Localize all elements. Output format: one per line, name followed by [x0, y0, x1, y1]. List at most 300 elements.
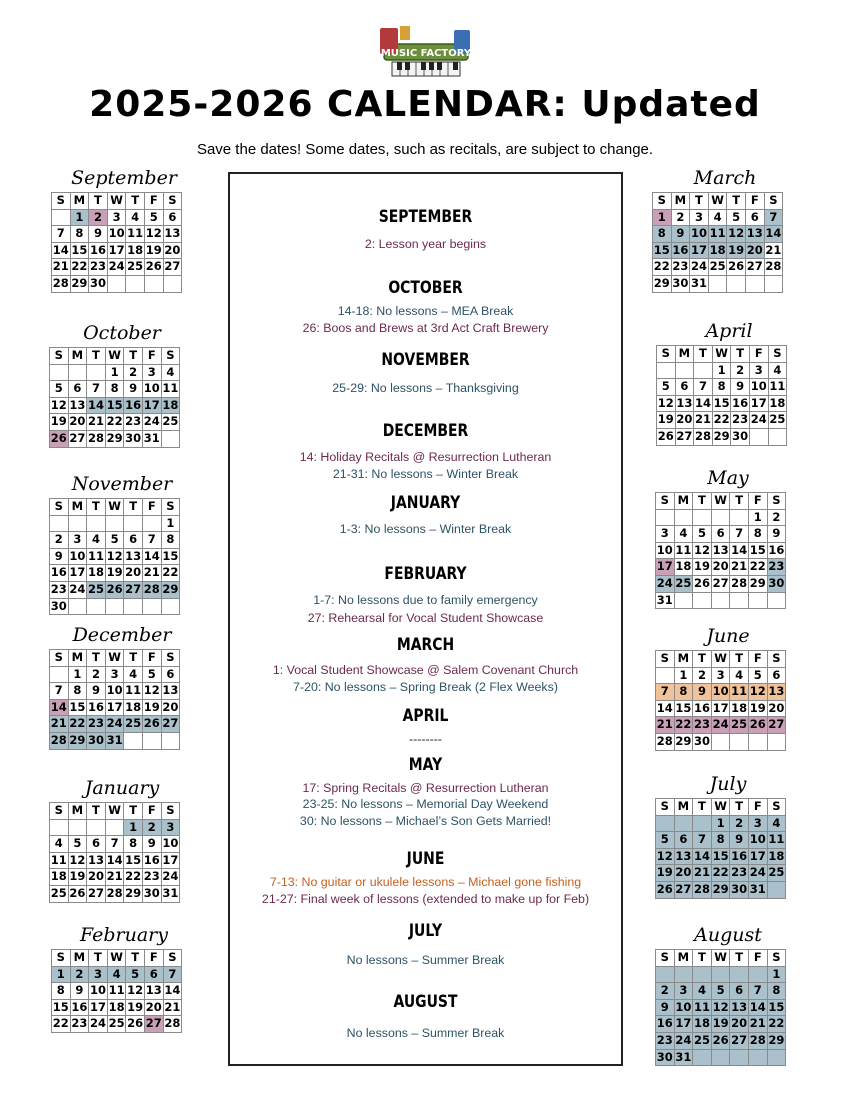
calendar-day: 20 — [730, 1016, 749, 1033]
calendar-day: 18 — [87, 565, 106, 582]
calendar-day: 9 — [70, 983, 89, 1000]
calendar-grid — [655, 492, 786, 609]
calendar-day: 30 — [731, 428, 750, 445]
calendar-empty-cell — [87, 598, 106, 615]
event-line: 14: Holiday Recitals @ Resurrection Lutheran — [299, 450, 552, 464]
event-heading-april: APRIL — [402, 706, 449, 726]
calendar-month-name: June — [706, 625, 750, 647]
calendar-day: 27 — [730, 1032, 749, 1049]
calendar-day: 8 — [712, 379, 731, 396]
calendar-day: 24 — [105, 716, 124, 733]
calendar-day: 27 — [87, 885, 106, 902]
calendar-empty-cell — [87, 819, 106, 836]
calendar-empty-cell — [730, 592, 749, 609]
calendar-day: 23 — [656, 1032, 675, 1049]
weekday-header: W — [711, 799, 730, 816]
calendar-day: 16 — [767, 542, 786, 559]
calendar-grid — [652, 192, 783, 293]
calendar-day: 12 — [144, 226, 163, 243]
calendar-day: 18 — [107, 999, 126, 1016]
calendar-empty-cell — [161, 430, 180, 447]
calendar-empty-cell — [767, 881, 786, 898]
calendar-day: 8 — [711, 832, 730, 849]
event-line: 1: Vocal Student Showcase @ Salem Covenant Church — [272, 663, 579, 677]
calendar-day: 15 — [712, 395, 731, 412]
calendar-empty-cell — [163, 275, 182, 292]
calendar-day: 6 — [767, 667, 786, 684]
calendar-day: 2 — [70, 966, 89, 983]
event-line: 1-3: No lessons – Winter Break — [339, 522, 512, 536]
calendar-day: 28 — [163, 1016, 182, 1033]
calendar-day: 2 — [731, 362, 750, 379]
calendar-empty-cell — [107, 275, 126, 292]
weekday-header: M — [68, 499, 87, 516]
weekday-header: S — [767, 799, 786, 816]
calendar-day: 10 — [711, 684, 730, 701]
calendar-april — [656, 317, 802, 446]
calendar-day: 5 — [68, 836, 87, 853]
calendar-day: 24 — [711, 717, 730, 734]
weekday-header: F — [748, 493, 767, 510]
calendar-day: 27 — [68, 430, 87, 447]
weekday-header: T — [730, 799, 749, 816]
calendar-day: 16 — [693, 700, 712, 717]
calendar-day: 15 — [674, 700, 693, 717]
event-heading-february: FEBRUARY — [384, 564, 467, 584]
event-heading-august: AUGUST — [393, 992, 458, 1012]
calendar-day: 18 — [674, 559, 693, 576]
calendar-empty-cell — [693, 592, 712, 609]
weekday-header: T — [89, 193, 108, 210]
calendar-empty-cell — [711, 966, 730, 983]
calendar-day: 18 — [161, 397, 180, 414]
calendar-day: 22 — [711, 865, 730, 882]
calendar-empty-cell — [694, 362, 713, 379]
weekday-header: W — [105, 803, 124, 820]
weekday-header: S — [767, 493, 786, 510]
calendar-day: 25 — [87, 581, 106, 598]
calendar-day: 20 — [144, 999, 163, 1016]
weekday-header: W — [107, 193, 126, 210]
calendar-day: 8 — [124, 836, 143, 853]
calendar-empty-cell — [161, 598, 180, 615]
calendar-day: 2 — [693, 667, 712, 684]
calendar-empty-cell — [749, 428, 768, 445]
calendar-grid — [655, 949, 786, 1066]
calendar-day: 16 — [730, 848, 749, 865]
calendar-day: 11 — [767, 832, 786, 849]
calendar-day: 7 — [105, 836, 124, 853]
calendar-empty-cell — [730, 966, 749, 983]
calendar-empty-cell — [656, 815, 675, 832]
calendar-day: 28 — [656, 733, 675, 750]
calendar-month-name: November — [71, 473, 173, 495]
calendar-day: 21 — [748, 1016, 767, 1033]
calendar-empty-cell — [161, 732, 180, 749]
calendar-day: 26 — [727, 259, 746, 276]
calendar-day: 13 — [87, 852, 106, 869]
calendar-day: 23 — [124, 414, 143, 431]
calendar-day: 11 — [161, 381, 180, 398]
calendar-empty-cell — [124, 598, 143, 615]
calendar-june — [655, 622, 801, 751]
calendar-day: 23 — [671, 259, 690, 276]
calendar-day: 5 — [748, 667, 767, 684]
weekday-header: S — [657, 346, 676, 363]
weekday-header: M — [674, 799, 693, 816]
calendar-day: 12 — [68, 852, 87, 869]
weekday-header: T — [727, 193, 746, 210]
calendar-day: 2 — [671, 209, 690, 226]
calendar-day: 21 — [50, 716, 69, 733]
calendar-day: 3 — [674, 983, 693, 1000]
calendar-november — [49, 470, 195, 615]
calendar-day: 28 — [87, 430, 106, 447]
calendar-day: 30 — [142, 885, 161, 902]
weekday-header: F — [142, 803, 161, 820]
event-heading-september: SEPTEMBER — [378, 207, 473, 227]
calendar-empty-cell — [693, 815, 712, 832]
calendar-day: 1 — [653, 209, 672, 226]
calendar-day: 9 — [87, 683, 106, 700]
calendar-day: 30 — [671, 275, 690, 292]
calendar-month-name: February — [79, 924, 168, 946]
weekday-header: T — [89, 950, 108, 967]
calendar-day: 29 — [712, 428, 731, 445]
event-line: 25-29: No lessons – Thanksgiving — [332, 381, 519, 395]
calendar-day: 13 — [675, 395, 694, 412]
calendar-day: 25 — [126, 259, 145, 276]
weekday-header: F — [748, 950, 767, 967]
event-heading-march: MARCH — [396, 635, 455, 655]
weekday-header: T — [126, 950, 145, 967]
weekday-header: F — [748, 651, 767, 668]
calendar-day: 11 — [708, 226, 727, 243]
calendar-day: 27 — [144, 1016, 163, 1033]
calendar-day: 14 — [142, 548, 161, 565]
calendar-day: 5 — [142, 666, 161, 683]
calendar-day: 29 — [161, 581, 180, 598]
calendar-day: 13 — [745, 226, 764, 243]
calendar-month-name: March — [693, 167, 757, 189]
calendar-day: 3 — [748, 815, 767, 832]
calendar-day: 23 — [70, 1016, 89, 1033]
calendar-day: 2 — [89, 209, 108, 226]
calendar-empty-cell — [693, 966, 712, 983]
calendar-day: 1 — [161, 515, 180, 532]
calendar-day: 2 — [87, 666, 106, 683]
calendar-day: 14 — [50, 699, 69, 716]
calendar-day: 1 — [674, 667, 693, 684]
calendar-day: 14 — [105, 852, 124, 869]
calendar-day: 8 — [68, 683, 87, 700]
calendar-day: 11 — [50, 852, 69, 869]
calendar-day: 24 — [89, 1016, 108, 1033]
event-heading-july: JULY — [408, 921, 443, 941]
weekday-header: W — [708, 193, 727, 210]
calendar-month-name: October — [83, 322, 161, 344]
weekday-header: T — [730, 950, 749, 967]
calendar-day: 26 — [105, 581, 124, 598]
calendar-day: 4 — [87, 532, 106, 549]
calendar-day: 4 — [50, 836, 69, 853]
event-line: 14-18: No lessons – MEA Break — [337, 304, 514, 318]
calendar-day: 11 — [124, 683, 143, 700]
calendar-day: 30 — [767, 575, 786, 592]
weekday-header: T — [87, 803, 106, 820]
calendar-empty-cell — [764, 275, 783, 292]
calendar-empty-cell — [124, 515, 143, 532]
calendar-day: 24 — [690, 259, 709, 276]
calendar-day: 6 — [144, 966, 163, 983]
calendar-day: 18 — [708, 242, 727, 259]
calendar-day: 10 — [68, 548, 87, 565]
weekday-header: S — [656, 651, 675, 668]
calendar-day: 15 — [105, 397, 124, 414]
calendar-day: 10 — [674, 999, 693, 1016]
calendar-day: 27 — [161, 716, 180, 733]
calendar-day: 6 — [68, 381, 87, 398]
calendar-day: 21 — [163, 999, 182, 1016]
calendar-day: 22 — [68, 716, 87, 733]
calendar-day: 14 — [656, 700, 675, 717]
calendar-day: 8 — [161, 532, 180, 549]
calendar-day: 8 — [653, 226, 672, 243]
weekday-header: W — [711, 493, 730, 510]
calendar-day: 2 — [124, 364, 143, 381]
calendar-day: 14 — [748, 999, 767, 1016]
event-line: 7-13: No guitar or ukulele lessons – Michael gone fishing — [269, 875, 582, 889]
calendar-day: 9 — [656, 999, 675, 1016]
calendar-day: 8 — [70, 226, 89, 243]
calendar-day: 20 — [711, 559, 730, 576]
calendar-day: 27 — [745, 259, 764, 276]
weekday-header: S — [50, 348, 69, 365]
calendar-day: 10 — [161, 836, 180, 853]
calendar-day: 14 — [693, 848, 712, 865]
calendar-day: 16 — [89, 242, 108, 259]
event-line: 17: Spring Recitals @ Resurrection Lutheran — [302, 781, 549, 795]
calendar-day: 4 — [708, 209, 727, 226]
weekday-header: M — [671, 193, 690, 210]
calendar-day: 24 — [161, 869, 180, 886]
calendar-grid — [655, 650, 786, 751]
calendar-day: 23 — [767, 559, 786, 576]
calendar-day: 7 — [694, 379, 713, 396]
calendar-day: 31 — [161, 885, 180, 902]
calendar-day: 17 — [656, 559, 675, 576]
calendar-day: 21 — [764, 242, 783, 259]
calendar-day: 17 — [107, 242, 126, 259]
calendar-day: 30 — [693, 733, 712, 750]
calendar-day: 17 — [711, 700, 730, 717]
calendar-day: 3 — [749, 362, 768, 379]
calendar-day: 7 — [693, 832, 712, 849]
calendar-day: 7 — [142, 532, 161, 549]
weekday-header: W — [105, 499, 124, 516]
weekday-header: S — [161, 348, 180, 365]
calendar-day: 28 — [693, 881, 712, 898]
calendar-day: 20 — [674, 865, 693, 882]
calendar-day: 9 — [731, 379, 750, 396]
event-heading-december: DECEMBER — [382, 421, 469, 441]
calendar-day: 21 — [694, 412, 713, 429]
calendar-day: 26 — [126, 1016, 145, 1033]
calendar-day: 29 — [674, 733, 693, 750]
weekday-header: T — [87, 348, 106, 365]
calendar-day: 21 — [87, 414, 106, 431]
calendar-day: 26 — [693, 575, 712, 592]
calendar-day: 18 — [693, 1016, 712, 1033]
calendar-empty-cell — [711, 733, 730, 750]
calendar-empty-cell — [711, 1049, 730, 1066]
calendar-empty-cell — [767, 592, 786, 609]
calendar-day: 3 — [142, 364, 161, 381]
calendar-empty-cell — [768, 428, 787, 445]
calendar-grid — [49, 802, 180, 903]
calendar-day: 7 — [730, 526, 749, 543]
calendar-day: 2 — [767, 509, 786, 526]
calendar-day: 18 — [730, 700, 749, 717]
calendar-day: 19 — [126, 999, 145, 1016]
calendar-day: 22 — [52, 1016, 71, 1033]
calendar-day: 13 — [144, 983, 163, 1000]
calendar-day: 2 — [730, 815, 749, 832]
calendar-day: 9 — [142, 836, 161, 853]
calendar-day: 5 — [656, 832, 675, 849]
calendar-day: 17 — [142, 397, 161, 414]
calendar-day: 1 — [68, 666, 87, 683]
calendar-day: 9 — [693, 684, 712, 701]
calendar-day: 9 — [767, 526, 786, 543]
weekday-header: S — [163, 950, 182, 967]
calendar-day: 26 — [68, 885, 87, 902]
calendar-empty-cell — [656, 509, 675, 526]
calendar-day: 1 — [52, 966, 71, 983]
calendar-day: 13 — [767, 684, 786, 701]
weekday-header: T — [124, 650, 143, 667]
calendar-day: 11 — [126, 226, 145, 243]
calendar-day: 11 — [730, 684, 749, 701]
calendar-grid — [49, 649, 180, 750]
calendar-day: 19 — [656, 865, 675, 882]
calendar-day: 16 — [142, 852, 161, 869]
calendar-day: 3 — [690, 209, 709, 226]
calendar-day: 29 — [105, 430, 124, 447]
calendar-day: 27 — [674, 881, 693, 898]
calendar-day: 12 — [105, 548, 124, 565]
calendar-day: 9 — [89, 226, 108, 243]
calendar-empty-cell — [68, 819, 87, 836]
calendar-day: 2 — [656, 983, 675, 1000]
calendar-day: 3 — [656, 526, 675, 543]
calendar-month-name: July — [709, 773, 747, 795]
music-factory-logo — [378, 24, 474, 82]
calendar-empty-cell — [50, 515, 69, 532]
calendar-day: 11 — [674, 542, 693, 559]
calendar-day: 4 — [124, 666, 143, 683]
calendar-day: 27 — [124, 581, 143, 598]
weekday-header: S — [768, 346, 787, 363]
calendar-day: 27 — [711, 575, 730, 592]
calendar-day: 11 — [87, 548, 106, 565]
calendar-day: 3 — [68, 532, 87, 549]
calendar-day: 6 — [124, 532, 143, 549]
calendar-empty-cell — [126, 275, 145, 292]
event-heading-may: MAY — [408, 755, 443, 775]
calendar-day: 17 — [68, 565, 87, 582]
calendar-empty-cell — [105, 819, 124, 836]
calendar-day: 25 — [674, 575, 693, 592]
weekday-header: T — [87, 650, 106, 667]
calendar-day: 19 — [105, 565, 124, 582]
calendar-day: 26 — [656, 881, 675, 898]
calendar-day: 7 — [87, 381, 106, 398]
event-heading-june: JUNE — [406, 849, 445, 869]
calendar-day: 15 — [52, 999, 71, 1016]
calendar-day: 13 — [68, 397, 87, 414]
calendar-day: 26 — [748, 717, 767, 734]
calendar-day: 5 — [693, 526, 712, 543]
calendar-day: 5 — [126, 966, 145, 983]
calendar-day: 10 — [656, 542, 675, 559]
calendar-empty-cell — [727, 275, 746, 292]
event-line: 21-27: Final week of lessons (extended to make up for Feb) — [261, 892, 590, 906]
calendar-day: 25 — [693, 1032, 712, 1049]
calendar-day: 16 — [70, 999, 89, 1016]
event-heading-november: NOVEMBER — [381, 350, 470, 370]
calendar-empty-cell — [142, 598, 161, 615]
event-line: 23-25: No lessons – Memorial Day Weekend — [302, 797, 549, 811]
weekday-header: S — [656, 493, 675, 510]
weekday-header: M — [675, 346, 694, 363]
calendar-day: 30 — [50, 598, 69, 615]
calendar-october — [49, 319, 195, 448]
calendar-day: 24 — [107, 259, 126, 276]
calendar-day: 26 — [142, 716, 161, 733]
calendar-day: 3 — [161, 819, 180, 836]
calendar-day: 1 — [712, 362, 731, 379]
calendar-day: 22 — [105, 414, 124, 431]
calendar-empty-cell — [105, 515, 124, 532]
calendar-day: 20 — [675, 412, 694, 429]
calendar-day: 8 — [105, 381, 124, 398]
calendar-day: 8 — [674, 684, 693, 701]
calendar-day: 26 — [50, 430, 69, 447]
calendar-day: 21 — [656, 717, 675, 734]
calendar-day: 25 — [50, 885, 69, 902]
page-title: 2025-2026 CALENDAR: Updated — [89, 84, 761, 125]
calendar-day: 29 — [653, 275, 672, 292]
calendar-day: 21 — [730, 559, 749, 576]
calendar-empty-cell — [693, 509, 712, 526]
calendar-day: 6 — [87, 836, 106, 853]
event-line: 2: Lesson year begins — [364, 237, 487, 251]
calendar-day: 12 — [50, 397, 69, 414]
calendar-day: 21 — [52, 259, 71, 276]
calendar-day: 25 — [124, 716, 143, 733]
weekday-header: S — [764, 193, 783, 210]
calendar-day: 7 — [656, 684, 675, 701]
weekday-header: T — [87, 499, 106, 516]
calendar-empty-cell — [711, 509, 730, 526]
event-line: -------- — [408, 732, 442, 746]
calendar-day: 15 — [711, 848, 730, 865]
calendar-day: 20 — [745, 242, 764, 259]
calendar-day: 11 — [768, 379, 787, 396]
calendar-day: 13 — [163, 226, 182, 243]
calendar-grid — [51, 192, 182, 293]
